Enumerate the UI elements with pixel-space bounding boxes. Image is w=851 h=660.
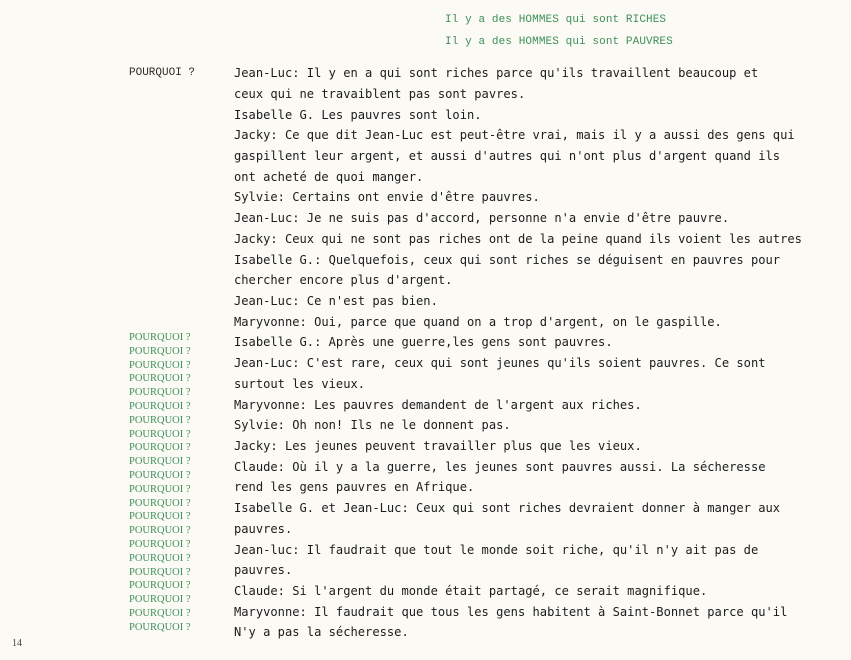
question-label: POURQUOI ? [129, 511, 191, 523]
dialogue-line: rend les gens pauvres en Afrique. [234, 480, 475, 494]
dialogue-line: Jean-Luc: Il y en a qui sont riches parce qu'ils travaillent beaucoup et [234, 66, 759, 80]
dialogue-line: pauvres. [234, 522, 293, 536]
page-number: 14 [12, 638, 22, 649]
question-label: POURQUOI ? [129, 621, 191, 633]
question-column [129, 331, 191, 635]
question-label: POURQUOI ? [129, 538, 191, 550]
dialogue-line: surtout les vieux. [234, 377, 366, 391]
question-label: POURQUOI ? [129, 359, 191, 371]
question-label: POURQUOI ? [129, 607, 191, 619]
dialogue-line: Jean-Luc: C'est rare, ceux qui sont jeunes qu'ils soient pauvres. Ce sont [234, 356, 766, 370]
question-label: POURQUOI ? [129, 497, 191, 509]
dialogue-line: Jean-Luc: Je ne suis pas d'accord, personne n'a envie d'être pauvre. [234, 211, 730, 225]
dialogue-line: Sylvie: Oh non! Ils ne le donnent pas. [234, 418, 511, 432]
question-label: POURQUOI ? [129, 442, 191, 454]
question-label: POURQUOI ? [129, 400, 191, 412]
first-question-label: POURQUOI ? [129, 67, 196, 79]
question-label: POURQUOI ? [129, 566, 191, 578]
dialogue-line: Sylvie: Certains ont envie d'être pauvres. [234, 190, 540, 204]
question-label: POURQUOI ? [129, 469, 191, 481]
dialogue-line: Claude: Où il y a la guerre, les jeunes sont pauvres aussi. La sécheresse [234, 460, 766, 474]
dialogue-line: Isabelle G. Les pauvres sont loin. [234, 108, 482, 122]
dialogue-line: Isabelle G. et Jean-Luc: Ceux qui sont riches devraient donner à manger aux [234, 501, 781, 515]
question-label: POURQUOI ? [129, 414, 191, 426]
question-label: POURQUOI ? [129, 594, 191, 606]
dialogue-line: Isabelle G.: Quelquefois, ceux qui sont riches se déguisent en pauvres pour [234, 253, 781, 267]
dialogue-line: Jacky: Ce que dit Jean-Luc est peut-être vrai, mais il y a aussi des gens qui [234, 128, 795, 142]
dialogue-line: Claude: Si l'argent du monde était partagé, ce serait magnifique. [234, 584, 708, 598]
question-label: POURQUOI ? [129, 580, 191, 592]
dialogue-line: ont acheté de quoi manger. [234, 170, 424, 184]
question-label: POURQUOI ? [129, 525, 191, 537]
dialogue-line: Maryvonne: Oui, parce que quand on a trop d'argent, on le gaspille. [234, 315, 722, 329]
dialogue-line: Jean-Luc: Ce n'est pas bien. [234, 294, 438, 308]
dialogue-line: Jacky: Ceux qui ne sont pas riches ont de la peine quand ils voient les autres [234, 232, 802, 246]
dialogue-line: chercher encore plus d'argent. [234, 273, 453, 287]
dialogue-line: pauvres. [234, 563, 293, 577]
dialogue-line: ceux qui ne travaiblent pas sont pavres. [234, 87, 526, 101]
dialogue-line: N'y a pas la sécheresse. [234, 625, 409, 639]
question-label: POURQUOI ? [129, 387, 191, 399]
question-label: POURQUOI ? [129, 345, 191, 357]
question-label: POURQUOI ? [129, 483, 191, 495]
dialogue-line: Jean-luc: Il faudrait que tout le monde soit riche, qu'il n'y ait pas de [234, 543, 759, 557]
dialogue-line: Maryvonne: Les pauvres demandent de l'argent aux riches. [234, 398, 642, 412]
question-label: POURQUOI ? [129, 428, 191, 440]
question-label: POURQUOI ? [129, 552, 191, 564]
question-label: POURQUOI ? [129, 373, 191, 385]
dialogue-line: Jacky: Les jeunes peuvent travailler plus que les vieux. [234, 439, 642, 453]
dialogue-line: gaspillent leur argent, et aussi d'autres qui n'ont plus d'argent quand ils [234, 149, 781, 163]
dialogue-line: Isabelle G.: Après une guerre,les gens sont pauvres. [234, 335, 613, 349]
dialogue-line: Maryvonne: Il faudrait que tous les gens habitent à Saint-Bonnet parce qu'il [234, 605, 788, 619]
header-line-pauvres: Il y a des HOMMES qui sont PAUVRES [445, 36, 673, 48]
question-label: POURQUOI ? [129, 332, 191, 343]
question-label: POURQUOI ? [129, 456, 191, 468]
header-line-riches: Il y a des HOMMES qui sont RICHES [445, 14, 667, 26]
